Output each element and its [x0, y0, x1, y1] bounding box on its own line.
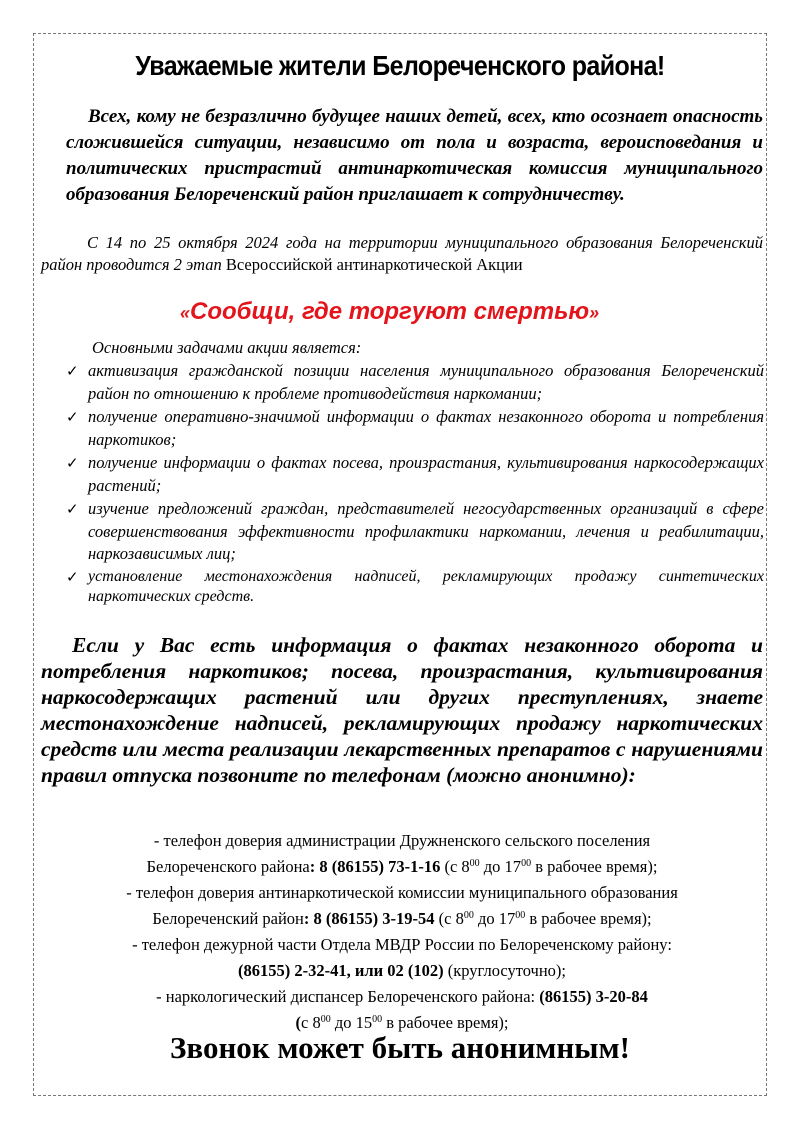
phone-3-line-1: - телефон дежурной части Отдела МВДР России по Белореченскому району: [132, 935, 672, 954]
phone-contacts [41, 828, 763, 1036]
action-info-normal: Всероссийской антинаркотической Акции [225, 255, 523, 274]
intro-paragraph: Всех, кому не безразлично будущее наших детей, всех, кто осознает опасность сложившейся ситуации, независимо от пола и возраста, вероисповедания и политических пристрастий антинаркотическая комиссия муниципального образования Белореченский район приглашает к сотрудничеству. [66, 106, 763, 205]
slogan-open-quote: « [180, 303, 191, 323]
tasks-intro: Основными задачами акции является: [92, 338, 362, 357]
action-slogan [180, 298, 599, 326]
phone-4-number: (86155) 3-20-84 [539, 987, 648, 1006]
slogan-text: Сообщи, где торгуют смертью [190, 298, 590, 325]
phone-3-line-2: (86155) 2-32-41, или 02 (102) (круглосуточно); [238, 961, 566, 980]
phone-2-line-1: - телефон доверия антинаркотической комиссии муниципального образования [126, 883, 678, 902]
phone-2-line-2: Белореченский район: 8 (86155) 3-19-54 (с $8^{00}$ до $17^{00}$ в рабочее время); [152, 909, 652, 928]
phone-4-line-2: (с $8^{00}$ до $15^{00}$ в рабочее время); [295, 1013, 509, 1032]
phone-2-number: : 8 (86155) 3-19-54 [303, 909, 435, 928]
list-item: ✓ изучение предложений граждан, представителей негосударственных организаций в сфере совершенствования эффективности профилактики наркомании, лечения и реабилитации, наркозависимых лиц; [88, 498, 764, 566]
list-item: ✓ получение информации о фактах посева, произрастания, культивирования наркосодержащих растений; [88, 452, 764, 497]
phone-4-line-1: - наркологический диспансер Белореченского района: (86155) 3-20-84 [156, 987, 648, 1006]
phone-1-number: : 8 (86155) 73-1-16 [309, 857, 441, 876]
appeal-paragraph: Если у Вас есть информация о фактах незаконного оборота и потребления наркотиков; посева, произрастания, культивирования наркосодержащих растений или других преступлениях, знаете местонахождение надписей, рекламирующих продажу наркотических средств или места реализации лекарственных препаратов с нарушениями правил отпуска позвоните по телефонам (можно анонимно): [41, 633, 763, 787]
list-item: ✓ установление местонахождения надписей, рекламирующих продажу синтетических наркотических средств. [88, 567, 764, 607]
page-title: Уважаемые жители Белореченского района! [135, 50, 665, 82]
action-info-paragraph [41, 232, 763, 276]
list-item: ✓ получение оперативно-значимой информации о фактах незаконного оборота и потребления наркотиков; [88, 406, 764, 451]
slogan-close-quote: » [589, 303, 600, 323]
anonymous-call-footer: Звонок может быть анонимным! [170, 1030, 630, 1065]
phone-1-line-1: - телефон доверия администрации Дружненского сельского поселения [153, 831, 651, 850]
tasks-list [88, 360, 764, 608]
phone-3-number: (86155) 2-32-41, или 02 (102) [238, 961, 444, 980]
phone-1-line-2: Белореченского района: 8 (86155) 73-1-16 (с $8^{00}$ до $17^{00}$ в рабочее время); [146, 857, 658, 876]
list-item: ✓ активизация гражданской позиции населения муниципального образования Белореченский район по отношению к проблеме противодействия наркомании; [88, 360, 764, 405]
action-info-italic: С 14 по 25 октября 2024 года на территории муниципального образования Белореченский район проводится 2 этап [41, 233, 763, 274]
